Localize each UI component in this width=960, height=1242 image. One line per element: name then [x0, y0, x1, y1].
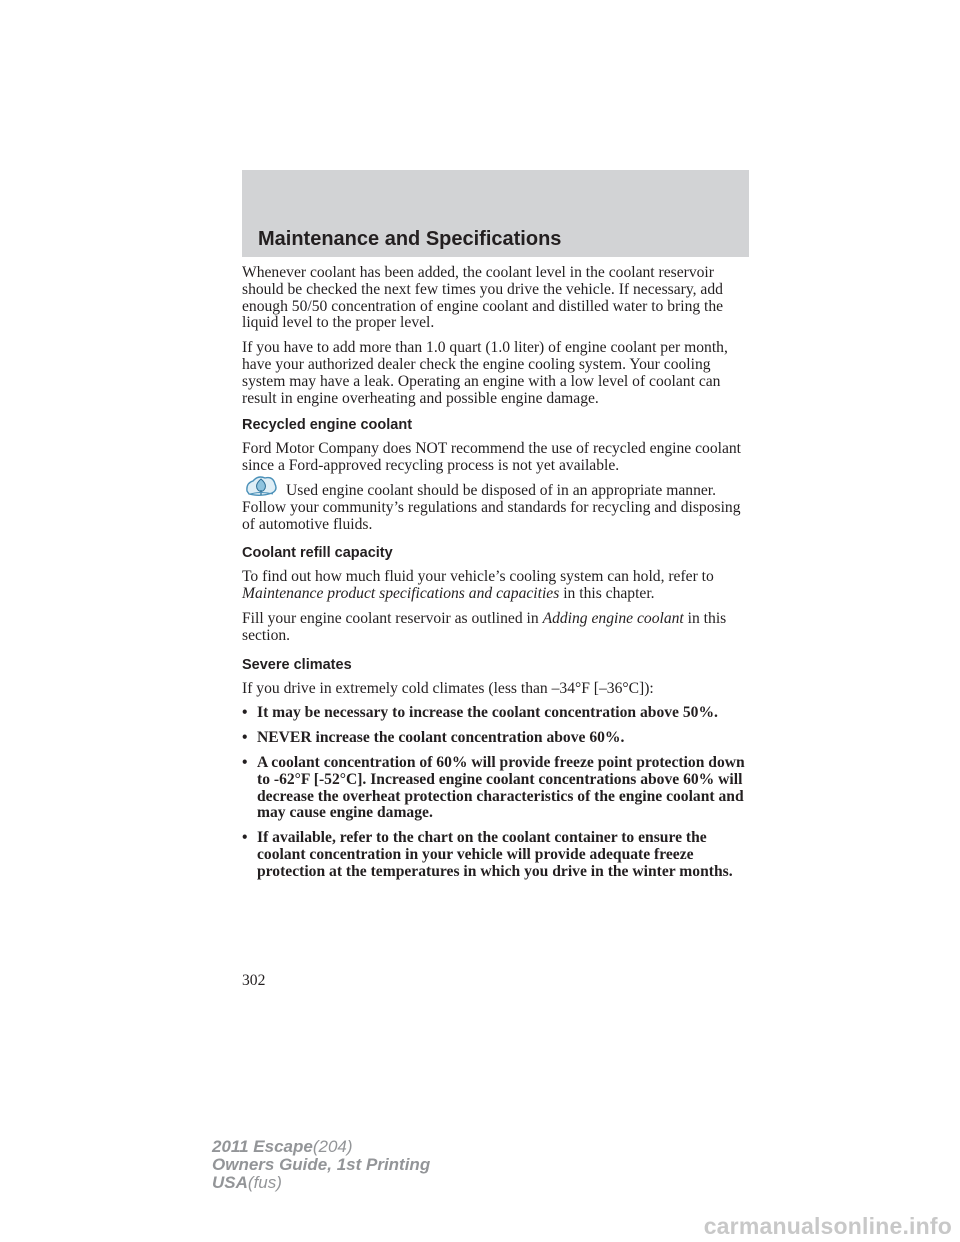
list-item-text: NEVER increase the coolant concentration above 60%.: [257, 729, 625, 747]
footer-market: USA: [212, 1173, 248, 1192]
page-number: 302: [242, 972, 266, 989]
footer-line-market: [212, 1174, 430, 1192]
section-title: Maintenance and Specifications: [258, 228, 562, 250]
paragraph-fill-reservoir: [242, 611, 750, 645]
list-item: [242, 705, 750, 722]
fill-text-end: in this section.: [242, 609, 727, 644]
capacity-reference-link: Maintenance product specifications and capacities: [242, 585, 560, 603]
heading-refill-capacity: Coolant refill capacity: [242, 545, 393, 562]
heading-recycled-coolant: Recycled engine coolant: [242, 417, 413, 434]
print-footer: [212, 1138, 430, 1192]
list-item: [242, 830, 750, 880]
bullet-marker: •: [242, 829, 248, 847]
section-header-band: [242, 170, 749, 257]
bullet-marker: •: [242, 704, 248, 722]
list-item: [242, 730, 750, 747]
paragraph-coolant-check: Whenever coolant has been added, the coolant level in the coolant reservoir should be checked the next few times you drive the vehicle. If necessary, add enough 50/50 concentration of engine coolant and distilled water to bring the liquid level to the proper level.: [242, 264, 724, 332]
bullet-marker: •: [242, 729, 248, 747]
heading-severe-climates: Severe climates: [242, 656, 352, 673]
footer-line-model: [212, 1138, 430, 1156]
severe-climate-list: [242, 705, 750, 880]
environment-icon: [244, 473, 278, 497]
footer-printing: Owners Guide, 1st Printing: [212, 1155, 431, 1174]
paragraph-disposal: [242, 483, 750, 533]
list-item-text: A coolant concentration of 60% will provide freeze point protection down to -62°F [-52°C]. Increased engine coolant concentrations above 60% will decrease the overheat protection characteristics of the engine coolant and may cause engine damage.: [257, 753, 745, 822]
site-watermark: carmanualsonline.info: [703, 1213, 952, 1239]
capacity-text-end: in this chapter.: [563, 585, 655, 603]
footer-market-code: (fus): [247, 1173, 282, 1192]
list-item-text: It may be necessary to increase the coolant concentration above 50%.: [257, 704, 718, 722]
disposal-text: Used engine coolant should be disposed of in an appropriate manner. Follow your community’s regulations and standards for recycling and disposing of automotive fluids.: [242, 481, 741, 533]
footer-model-code: (204): [312, 1137, 353, 1156]
list-item: [242, 755, 750, 822]
fill-reference-link: Adding engine coolant: [542, 609, 684, 627]
footer-model: 2011 Escape: [212, 1137, 313, 1156]
list-item-text: If available, refer to the chart on the coolant container to ensure the coolant concentration in your vehicle will provide adequate freeze protection at the temperatures in which you drive in the winter months.: [257, 829, 733, 880]
paragraph-recycled-coolant: Ford Motor Company does NOT recommend the use of recycled engine coolant since a Ford-approved recycling process is not yet available.: [242, 440, 742, 475]
paragraph-coolant-leak: If you have to add more than 1.0 quart (1.0 liter) of engine coolant per month, have your authorized dealer check the engine cooling system. Your cooling system may have a leak. Operating an engine with a low level of coolant can result in engine overheating and possible engine damage.: [242, 339, 728, 407]
page-content: [242, 265, 750, 889]
paragraph-capacity-reference: [242, 569, 750, 603]
bullet-marker: •: [242, 753, 248, 771]
fill-text-start: Fill your engine coolant reservoir as outlined in: [242, 609, 539, 627]
paragraph-severe-intro: If you drive in extremely cold climates (less than –34°F [–36°C]):: [242, 679, 654, 697]
capacity-text-start: To find out how much fluid your vehicle’s cooling system can hold, refer to: [242, 568, 714, 586]
